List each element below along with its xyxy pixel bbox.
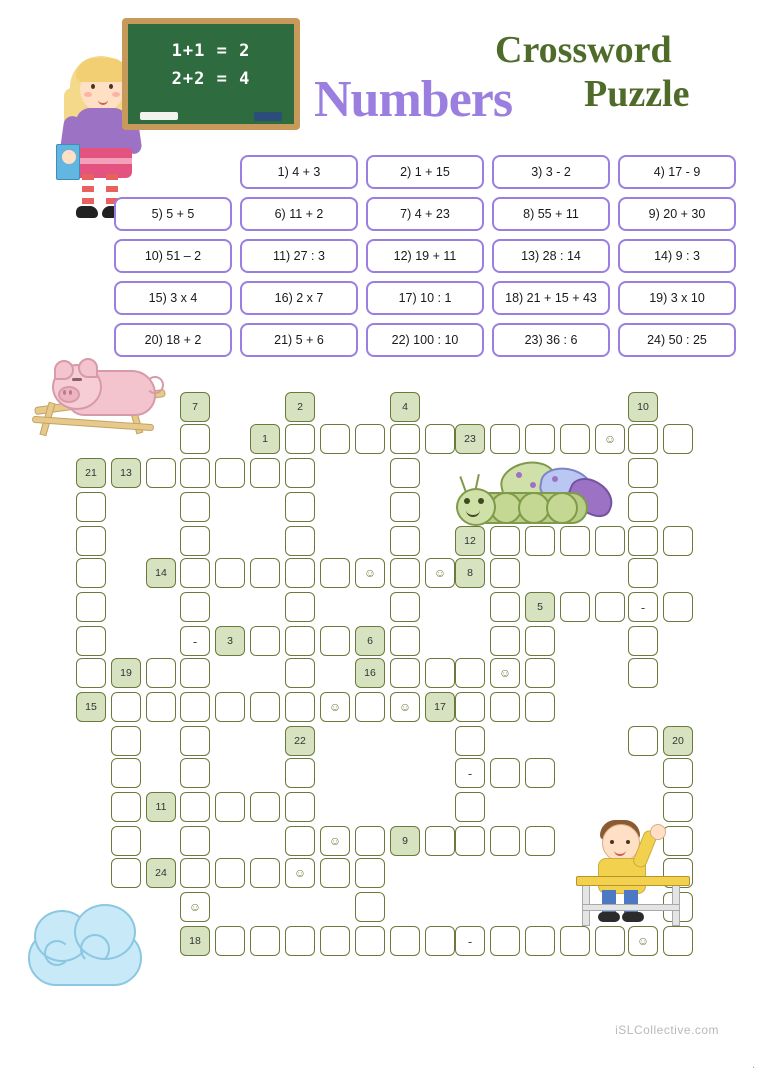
crossword-cell[interactable] [628,492,658,522]
clue-item: 1) 4 + 3 [240,155,358,189]
crossword-cell[interactable] [525,826,555,856]
crossword-cell[interactable] [355,826,385,856]
crossword-cell[interactable] [111,858,141,888]
crossword-cell-numbered[interactable]: 8 [455,558,485,588]
crossword-cell-numbered[interactable]: 2 [285,392,315,422]
crossword-cell[interactable] [595,926,625,956]
crossword-cell[interactable]: - [628,592,658,622]
crossword-cell[interactable] [355,892,385,922]
crossword-cell[interactable] [390,558,420,588]
crossword-cell[interactable] [180,726,210,756]
watermark: iSLCollective.com [615,1023,719,1037]
crossword-cell[interactable]: ☺ [490,658,520,688]
crossword-cell[interactable]: ☺ [425,558,455,588]
clue-item: 4) 17 - 9 [618,155,736,189]
crossword-cell[interactable] [628,658,658,688]
clue-row [106,281,736,315]
crossword-cell[interactable] [390,424,420,454]
crossword-cell-numbered[interactable]: 18 [180,926,210,956]
clue-item: 11) 27 : 3 [240,239,358,273]
title-crossword: Crossword [495,29,672,71]
crossword-cell[interactable] [320,858,350,888]
clue-item: 9) 20 + 30 [618,197,736,231]
pig-on-deckchair-illustration [28,358,178,448]
clue-item: 17) 10 : 1 [366,281,484,315]
crossword-cell[interactable] [490,926,520,956]
crossword-cell[interactable] [76,658,106,688]
crossword-cell[interactable] [390,492,420,522]
crossword-cell[interactable] [285,826,315,856]
crossword-cell[interactable] [560,926,590,956]
crossword-cell[interactable] [628,526,658,556]
crossword-cell-numbered[interactable]: 4 [390,392,420,422]
crossword-cell[interactable] [390,592,420,622]
crossword-cell[interactable] [285,926,315,956]
clue-item: 18) 21 + 15 + 43 [492,281,610,315]
crossword-cell[interactable]: ☺ [595,424,625,454]
crossword-cell[interactable] [490,826,520,856]
crossword-cell[interactable] [146,692,176,722]
crossword-cell[interactable] [455,792,485,822]
crossword-cell[interactable] [285,592,315,622]
crossword-cell[interactable] [180,424,210,454]
crossword-cell[interactable] [285,558,315,588]
crossword-cell[interactable] [180,858,210,888]
clue-item: 3) 3 - 2 [492,155,610,189]
crossword-cell[interactable] [425,926,455,956]
crossword-cell[interactable] [390,626,420,656]
crossword-cell[interactable] [628,458,658,488]
clue-item: 22) 100 : 10 [366,323,484,357]
crossword-cell-numbered[interactable]: 5 [525,592,555,622]
crossword-cell[interactable] [355,424,385,454]
crossword-cell[interactable] [111,726,141,756]
crossword-cell[interactable] [320,558,350,588]
crossword-cell[interactable] [628,726,658,756]
crossword-cell[interactable] [663,424,693,454]
crossword-cell[interactable] [490,626,520,656]
crossword-cell[interactable] [285,458,315,488]
crossword-cell[interactable] [180,558,210,588]
crossword-cell[interactable] [215,692,245,722]
crossword-cell[interactable] [663,926,693,956]
clue-item: 15) 3 x 4 [114,281,232,315]
clue-item: 8) 55 + 11 [492,197,610,231]
crossword-cell[interactable] [390,526,420,556]
crossword-cell[interactable] [180,492,210,522]
crossword-cell-numbered[interactable]: 13 [111,458,141,488]
crossword-cell[interactable]: ☺ [355,558,385,588]
crossword-cell[interactable]: ☺ [390,692,420,722]
crossword-cell[interactable] [490,424,520,454]
crossword-cell[interactable] [560,592,590,622]
clue-item: 5) 5 + 5 [114,197,232,231]
crossword-cell[interactable] [490,558,520,588]
crossword-cell[interactable] [390,926,420,956]
crossword-cell-numbered[interactable]: 12 [455,526,485,556]
clue-item: 6) 11 + 2 [240,197,358,231]
crossword-cell[interactable]: - [455,758,485,788]
crossword-cell[interactable] [425,826,455,856]
crossword-cell[interactable] [76,558,106,588]
crossword-cell[interactable] [215,858,245,888]
clue-item: 20) 18 + 2 [114,323,232,357]
crossword-cell[interactable] [285,758,315,788]
crossword-cell[interactable] [455,826,485,856]
title-puzzle: Puzzle [584,73,690,115]
crossword-cell[interactable] [490,592,520,622]
eraser-icon [254,112,282,121]
crossword-cell[interactable] [215,926,245,956]
crossword-cell[interactable] [180,526,210,556]
crossword-cell-numbered[interactable]: 19 [111,658,141,688]
crossword-cell[interactable] [250,458,280,488]
crossword-cell-numbered[interactable]: 17 [425,692,455,722]
crossword-cell[interactable] [111,826,141,856]
clue-item: 7) 4 + 23 [366,197,484,231]
crossword-cell[interactable] [285,692,315,722]
crossword-cell[interactable] [320,926,350,956]
clue-item: 13) 28 : 14 [492,239,610,273]
clue-row [106,155,736,189]
crossword-cell[interactable] [525,758,555,788]
clue-item: 14) 9 : 3 [618,239,736,273]
crossword-cell[interactable] [250,926,280,956]
crossword-cell[interactable]: ☺ [320,692,350,722]
clue-row [106,239,736,273]
blackboard-line-2: 2+2 = 4 [171,69,251,89]
crossword-cell[interactable]: - [180,626,210,656]
crossword-cell[interactable] [250,858,280,888]
crossword-cell[interactable]: - [455,926,485,956]
clue-row [106,323,736,357]
crossword-cell[interactable] [320,626,350,656]
crossword-cell-numbered[interactable]: 22 [285,726,315,756]
butterfly-caterpillar-illustration [456,462,626,536]
crossword-cell[interactable] [180,758,210,788]
crossword-cell[interactable] [560,424,590,454]
crossword-cell[interactable] [285,526,315,556]
crossword-cell-numbered[interactable]: 7 [180,392,210,422]
crossword-cell[interactable] [628,424,658,454]
crossword-cell[interactable] [355,926,385,956]
clue-item: 19) 3 x 10 [618,281,736,315]
crossword-cell[interactable] [146,458,176,488]
crossword-cell[interactable]: ☺ [320,826,350,856]
crossword-cell[interactable] [285,492,315,522]
crossword-cell-numbered[interactable]: 9 [390,826,420,856]
crossword-cell[interactable] [250,558,280,588]
clue-item: 21) 5 + 6 [240,323,358,357]
crossword-cell[interactable] [455,658,485,688]
crossword-cell-numbered[interactable]: 1 [250,424,280,454]
crossword-cell[interactable] [215,792,245,822]
corner-mark: . [751,1059,755,1071]
crossword-cell-numbered[interactable]: 14 [146,558,176,588]
crossword-cell[interactable] [525,692,555,722]
crossword-cell[interactable] [180,792,210,822]
crossword-cell[interactable] [390,658,420,688]
crossword-cell[interactable] [215,558,245,588]
crossword-cell[interactable] [455,726,485,756]
crossword-cell[interactable] [628,626,658,656]
crossword-cell-numbered[interactable]: 23 [455,424,485,454]
crossword-cell-numbered[interactable]: 21 [76,458,106,488]
crossword-cell[interactable] [180,458,210,488]
crossword-cell[interactable] [525,626,555,656]
crossword-cell[interactable] [285,658,315,688]
crossword-cell[interactable] [285,626,315,656]
blackboard-line-1: 1+1 = 2 [171,41,251,61]
crossword-cell[interactable] [285,792,315,822]
crossword-cell[interactable] [180,692,210,722]
crossword-cell[interactable] [76,492,106,522]
crossword-cell[interactable] [180,592,210,622]
crossword-cell[interactable] [595,592,625,622]
crossword-cell[interactable] [320,424,350,454]
clue-item: 12) 19 + 11 [366,239,484,273]
clue-item: 23) 36 : 6 [492,323,610,357]
crossword-cell[interactable] [355,692,385,722]
crossword-cell[interactable] [390,458,420,488]
crossword-cell[interactable]: ☺ [180,892,210,922]
crossword-cell[interactable] [663,758,693,788]
clue-item: 2) 1 + 15 [366,155,484,189]
crossword-cell-numbered[interactable]: 20 [663,726,693,756]
blackboard [122,18,300,130]
crossword-cell[interactable] [250,626,280,656]
crossword-cell[interactable]: ☺ [285,858,315,888]
crossword-cell[interactable] [490,692,520,722]
crossword-cell[interactable] [215,458,245,488]
crossword-cell[interactable] [285,424,315,454]
crossword-cell[interactable] [76,526,106,556]
crossword-cell[interactable] [455,692,485,722]
crossword-cell[interactable] [180,658,210,688]
crossword-cell-numbered[interactable]: 11 [146,792,176,822]
crossword-cell[interactable] [76,626,106,656]
crossword-cell-numbered[interactable]: 16 [355,658,385,688]
crossword-cell[interactable] [111,692,141,722]
crossword-cell[interactable] [525,926,555,956]
crossword-cell[interactable] [525,658,555,688]
page-header [0,0,763,150]
clue-row [106,197,736,231]
crossword-cell-numbered[interactable]: 24 [146,858,176,888]
crossword-cell-numbered[interactable]: 3 [215,626,245,656]
clue-item: 24) 50 : 25 [618,323,736,357]
crossword-cell[interactable] [111,792,141,822]
crossword-cell[interactable] [146,658,176,688]
crossword-cell[interactable] [425,658,455,688]
clue-list [106,155,736,365]
crossword-cell[interactable] [250,792,280,822]
crossword-cell[interactable] [111,758,141,788]
crossword-cell[interactable] [250,692,280,722]
crossword-cell[interactable] [355,858,385,888]
clue-item: 16) 2 x 7 [240,281,358,315]
chalk-icon [140,112,178,120]
crossword-cell[interactable] [180,826,210,856]
crossword-cell[interactable] [425,424,455,454]
crossword-cell[interactable] [663,592,693,622]
crossword-cell[interactable] [76,592,106,622]
boy-at-desk-illustration [576,818,696,928]
crossword-cell-numbered[interactable]: 15 [76,692,106,722]
crossword-cell[interactable] [663,526,693,556]
crossword-cell[interactable] [628,558,658,588]
crossword-cell-numbered[interactable]: 10 [628,392,658,422]
crossword-cell[interactable] [525,424,555,454]
clue-item: 10) 51 – 2 [114,239,232,273]
crossword-cell-numbered[interactable]: 6 [355,626,385,656]
title-numbers: Numbers [314,71,513,128]
crossword-cell[interactable]: ☺ [628,926,658,956]
cloud-illustration [18,900,148,996]
crossword-cell[interactable] [490,758,520,788]
